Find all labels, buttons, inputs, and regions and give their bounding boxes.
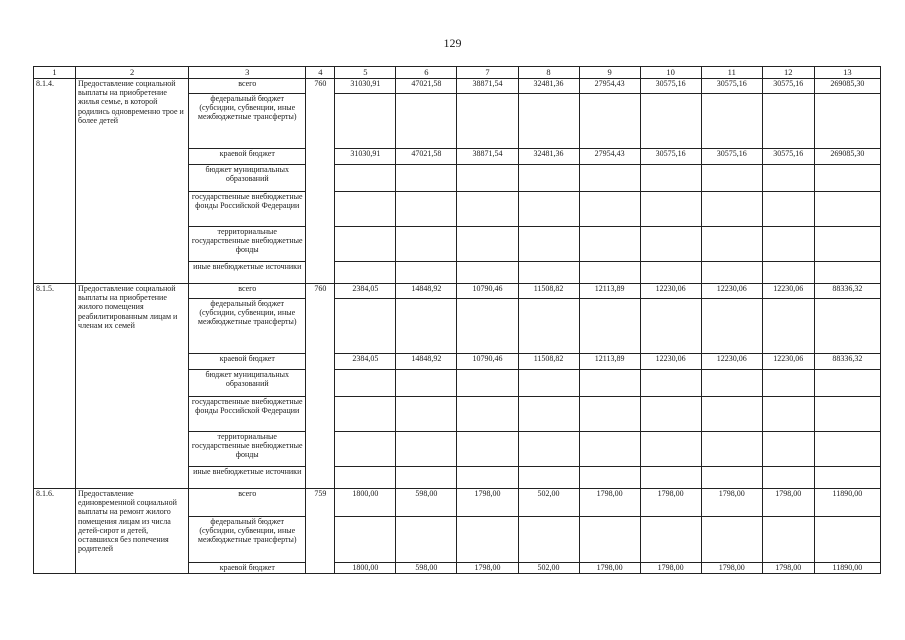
amount-cell [762, 432, 814, 467]
amount-cell: 502,00 [518, 563, 579, 574]
amount-cell [701, 299, 762, 354]
amount-cell [335, 94, 396, 149]
amount-cell [814, 370, 880, 397]
amount-cell [579, 262, 640, 284]
amount-cell [762, 517, 814, 563]
group-code: 759 [306, 489, 335, 574]
amount-cell [518, 517, 579, 563]
amount-cell: 47021,58 [396, 149, 457, 165]
amount-cell [640, 432, 701, 467]
amount-cell: 31030,91 [335, 149, 396, 165]
column-header: 9 [579, 67, 640, 79]
amount-cell [396, 227, 457, 262]
amount-cell: 1800,00 [335, 489, 396, 517]
amount-cell [579, 432, 640, 467]
funding-source: всего [189, 284, 306, 299]
amount-cell [814, 227, 880, 262]
funding-source: государственные внебюджетные фонды Российской Федерации [189, 192, 306, 227]
amount-cell [762, 94, 814, 149]
amount-cell [579, 227, 640, 262]
amount-cell [762, 370, 814, 397]
amount-cell [814, 94, 880, 149]
amount-cell [396, 262, 457, 284]
amount-cell [518, 299, 579, 354]
amount-cell [457, 94, 518, 149]
amount-cell [518, 165, 579, 192]
amount-cell [396, 467, 457, 489]
amount-cell [335, 165, 396, 192]
amount-cell [701, 192, 762, 227]
amount-cell: 12230,06 [762, 284, 814, 299]
amount-cell [762, 192, 814, 227]
amount-cell [396, 192, 457, 227]
funding-source: территориальные государственные внебюджетные фонды [189, 227, 306, 262]
amount-cell [457, 262, 518, 284]
amount-cell: 11508,82 [518, 354, 579, 370]
amount-cell [396, 94, 457, 149]
column-header: 10 [640, 67, 701, 79]
amount-cell [762, 397, 814, 432]
amount-cell: 14848,92 [396, 354, 457, 370]
funding-source: бюджет муниципальных образований [189, 370, 306, 397]
amount-cell [457, 432, 518, 467]
amount-cell: 27954,43 [579, 79, 640, 94]
amount-cell [457, 467, 518, 489]
amount-cell: 269085,30 [814, 149, 880, 165]
amount-cell: 30575,16 [762, 149, 814, 165]
amount-cell [518, 227, 579, 262]
amount-cell [579, 370, 640, 397]
amount-cell: 32481,36 [518, 79, 579, 94]
amount-cell: 598,00 [396, 489, 457, 517]
section-name: Предоставление социальной выплаты на приобретение жилья семье, в которой родились одновременно трое и более детей [76, 79, 189, 284]
amount-cell [335, 397, 396, 432]
amount-cell [762, 262, 814, 284]
amount-cell: 88336,32 [814, 354, 880, 370]
amount-cell: 11890,00 [814, 489, 880, 517]
column-header: 11 [701, 67, 762, 79]
budget-table [33, 66, 881, 574]
amount-cell [457, 227, 518, 262]
column-header: 7 [457, 67, 518, 79]
amount-cell [335, 192, 396, 227]
amount-cell: 30575,16 [762, 79, 814, 94]
amount-cell: 10790,46 [457, 354, 518, 370]
amount-cell [640, 397, 701, 432]
column-header: 2 [76, 67, 189, 79]
section-code: 8.1.5. [34, 284, 76, 489]
amount-cell [457, 192, 518, 227]
amount-cell [701, 467, 762, 489]
amount-cell [640, 165, 701, 192]
amount-cell [518, 192, 579, 227]
amount-cell [814, 262, 880, 284]
amount-cell [457, 165, 518, 192]
funding-source: иные внебюджетные источники [189, 262, 306, 284]
table-row [34, 79, 881, 94]
amount-cell: 2384,05 [335, 354, 396, 370]
amount-cell: 1800,00 [335, 563, 396, 574]
funding-source: федеральный бюджет (субсидии, субвенции, иные межбюджетные трансферты) [189, 517, 306, 563]
amount-cell [579, 517, 640, 563]
amount-cell: 269085,30 [814, 79, 880, 94]
page-number: 129 [443, 36, 462, 50]
amount-cell [335, 299, 396, 354]
amount-cell [701, 94, 762, 149]
amount-cell [640, 94, 701, 149]
amount-cell: 14848,92 [396, 284, 457, 299]
amount-cell [457, 370, 518, 397]
column-header-row [34, 67, 881, 79]
amount-cell [579, 165, 640, 192]
funding-source: иные внебюджетные источники [189, 467, 306, 489]
amount-cell [457, 397, 518, 432]
amount-cell [814, 432, 880, 467]
amount-cell [396, 432, 457, 467]
amount-cell [640, 517, 701, 563]
amount-cell: 32481,36 [518, 149, 579, 165]
amount-cell [518, 94, 579, 149]
amount-cell [396, 299, 457, 354]
amount-cell: 1798,00 [640, 489, 701, 517]
column-header: 12 [762, 67, 814, 79]
amount-cell [335, 262, 396, 284]
amount-cell: 12113,89 [579, 354, 640, 370]
amount-cell [335, 432, 396, 467]
funding-source: федеральный бюджет (субсидии, субвенции, иные межбюджетные трансферты) [189, 94, 306, 149]
amount-cell [814, 517, 880, 563]
column-header: 1 [34, 67, 76, 79]
table-body [34, 79, 881, 574]
amount-cell: 1798,00 [579, 563, 640, 574]
amount-cell [579, 192, 640, 227]
amount-cell: 1798,00 [457, 489, 518, 517]
amount-cell: 30575,16 [640, 149, 701, 165]
column-header: 4 [306, 67, 335, 79]
funding-source: бюджет муниципальных образований [189, 165, 306, 192]
amount-cell [701, 165, 762, 192]
amount-cell: 12113,89 [579, 284, 640, 299]
funding-source: всего [189, 489, 306, 517]
amount-cell: 30575,16 [701, 79, 762, 94]
amount-cell [396, 517, 457, 563]
amount-cell: 47021,58 [396, 79, 457, 94]
amount-cell: 10790,46 [457, 284, 518, 299]
amount-cell: 38871,54 [457, 149, 518, 165]
amount-cell [701, 432, 762, 467]
amount-cell [701, 517, 762, 563]
amount-cell [701, 227, 762, 262]
amount-cell [640, 467, 701, 489]
funding-source: краевой бюджет [189, 354, 306, 370]
amount-cell [518, 370, 579, 397]
amount-cell: 12230,06 [701, 284, 762, 299]
funding-source: краевой бюджет [189, 563, 306, 574]
amount-cell [701, 370, 762, 397]
amount-cell: 12230,06 [640, 284, 701, 299]
amount-cell: 27954,43 [579, 149, 640, 165]
amount-cell [579, 397, 640, 432]
amount-cell: 1798,00 [701, 563, 762, 574]
group-code: 760 [306, 284, 335, 489]
funding-source: федеральный бюджет (субсидии, субвенции, иные межбюджетные трансферты) [189, 299, 306, 354]
section-name: Предоставление социальной выплаты на приобретение жилого помещения реабилитированным лицам и членам их семей [76, 284, 189, 489]
amount-cell [701, 262, 762, 284]
funding-source: краевой бюджет [189, 149, 306, 165]
amount-cell [640, 192, 701, 227]
funding-source: территориальные государственные внебюджетные фонды [189, 432, 306, 467]
amount-cell [640, 227, 701, 262]
table-row [34, 284, 881, 299]
amount-cell: 11508,82 [518, 284, 579, 299]
amount-cell: 1798,00 [762, 563, 814, 574]
amount-cell [579, 467, 640, 489]
funding-source: всего [189, 79, 306, 94]
amount-cell [335, 227, 396, 262]
amount-cell: 598,00 [396, 563, 457, 574]
amount-cell [814, 165, 880, 192]
amount-cell [335, 517, 396, 563]
amount-cell [640, 299, 701, 354]
column-header: 13 [814, 67, 880, 79]
column-header: 8 [518, 67, 579, 79]
amount-cell [762, 467, 814, 489]
amount-cell: 12230,06 [762, 354, 814, 370]
amount-cell [762, 227, 814, 262]
amount-cell [457, 517, 518, 563]
amount-cell [762, 165, 814, 192]
amount-cell: 1798,00 [457, 563, 518, 574]
amount-cell [518, 467, 579, 489]
group-code: 760 [306, 79, 335, 284]
funding-source: государственные внебюджетные фонды Российской Федерации [189, 397, 306, 432]
amount-cell [640, 262, 701, 284]
amount-cell [518, 432, 579, 467]
amount-cell [396, 370, 457, 397]
amount-cell [814, 467, 880, 489]
column-header: 6 [396, 67, 457, 79]
amount-cell: 1798,00 [762, 489, 814, 517]
amount-cell [335, 467, 396, 489]
amount-cell: 502,00 [518, 489, 579, 517]
section-code: 8.1.6. [34, 489, 76, 574]
amount-cell [396, 397, 457, 432]
amount-cell [814, 192, 880, 227]
amount-cell: 30575,16 [701, 149, 762, 165]
amount-cell: 12230,06 [701, 354, 762, 370]
amount-cell [579, 299, 640, 354]
amount-cell: 31030,91 [335, 79, 396, 94]
amount-cell: 1798,00 [701, 489, 762, 517]
amount-cell [457, 299, 518, 354]
amount-cell: 2384,05 [335, 284, 396, 299]
amount-cell [579, 94, 640, 149]
amount-cell: 38871,54 [457, 79, 518, 94]
amount-cell [396, 165, 457, 192]
amount-cell [814, 397, 880, 432]
amount-cell [701, 397, 762, 432]
amount-cell: 88336,32 [814, 284, 880, 299]
amount-cell [518, 262, 579, 284]
table-row [34, 489, 881, 517]
amount-cell [814, 299, 880, 354]
amount-cell [335, 370, 396, 397]
amount-cell: 1798,00 [640, 563, 701, 574]
amount-cell: 12230,06 [640, 354, 701, 370]
column-header: 5 [335, 67, 396, 79]
section-name: Предоставление единовременной социальной выплаты на ремонт жилого помещения лицам из числа детей-сирот и детей, оставшихся без попечения родителей [76, 489, 189, 574]
column-header: 3 [189, 67, 306, 79]
amount-cell [762, 299, 814, 354]
section-code: 8.1.4. [34, 79, 76, 284]
amount-cell [640, 370, 701, 397]
amount-cell: 11890,00 [814, 563, 880, 574]
amount-cell: 30575,16 [640, 79, 701, 94]
amount-cell: 1798,00 [579, 489, 640, 517]
amount-cell [518, 397, 579, 432]
